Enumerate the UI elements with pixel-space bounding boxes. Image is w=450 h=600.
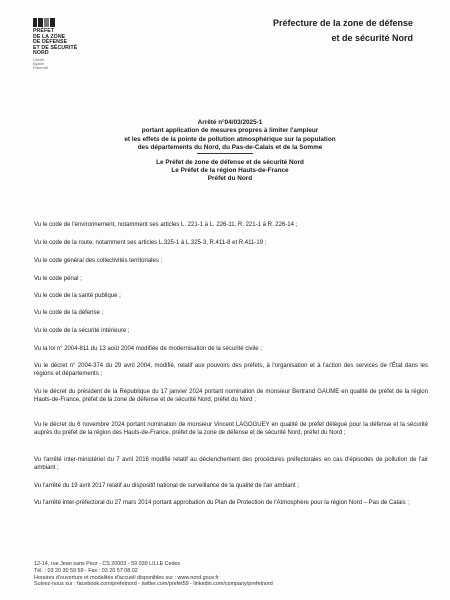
- header-line-2: et de sécurité Nord: [331, 33, 413, 43]
- vu-paragraph: Vu le code de l'environnement, notamment ses articles L. 221-1 à L. 226-11, R. 221-1 à R. 226-14 ;: [34, 222, 298, 228]
- vu-paragraph: Vu le code de la santé publique ;: [34, 293, 121, 299]
- vu-paragraph: Vu la loi n° 2004-811 du 13 août 2004 modifiée de modernisation de la sécurité civile ;: [34, 346, 262, 352]
- authority-line: Préfet du Nord: [207, 175, 253, 183]
- logo-line: NORD: [33, 50, 49, 57]
- devise-line: Fraternité: [33, 65, 49, 70]
- vu-paragraph: Vu le décret du 6 novembre 2024 portant nomination de monsieur Vincent LAGOGUEY en qualité de préfet délégué pour la défense et la sécurité auprès du préfet de la région des Hauts-de-France, préfet de la zone de défense et de sécurité Nord, préfet du Nord ;: [34, 422, 428, 436]
- logo-line: DE DÉFENSE: [33, 39, 68, 46]
- vu-paragraph: Vu l'arrêté du 19 avril 2017 relatif au dispositif national de surveillance de la qualité de l'air ambiant ;: [34, 483, 299, 489]
- logo-devise: [33, 59, 93, 70]
- header-line-1: Préfecture de la zone de défense: [272, 18, 413, 28]
- authority-line: Le Préfet de zone de défense et de sécurité Nord: [156, 159, 304, 166]
- arrete-number: Arrêté n°04/03/2025-1: [197, 119, 263, 126]
- vu-paragraph: Vu l'arrêté inter-préfectoral du 27 mars 2014 portant approbation du Plan de Protection de l'Atmosphère pour la région Nord – Pas de Calais ;: [34, 500, 409, 506]
- title-line: des départements du Nord, du Pas-de-Calais et de la Somme: [137, 144, 323, 152]
- footer-hours: Horaires d'ouverture et modalités d'accueil disponibles sur : www.nord.gouv.fr: [34, 574, 219, 581]
- logo-text: [33, 29, 93, 57]
- contact-footer: [34, 561, 434, 588]
- logo-line: DE LA ZONE: [33, 33, 66, 40]
- logo-line: ET DE SÉCURITÉ: [33, 44, 78, 51]
- vu-paragraph: Vu le code de la défense ;: [34, 310, 104, 316]
- devise-line: Liberté: [33, 57, 45, 62]
- footer-address: 12-14, rue Jean sans Peur - CS 20003 - 59 039 LILLE Cedex: [34, 561, 181, 567]
- flag-icon: [33, 18, 55, 27]
- marianne-logo: [33, 18, 93, 70]
- logo-line: PRÉFET: [33, 28, 55, 34]
- footer-social: Suivez-nous sur : facebook.com/prefetnord - twitter.com/prefet59 - linkedin.com/company/prefetnord: [34, 581, 273, 588]
- vu-paragraph: Vu le code pénal ;: [34, 276, 82, 282]
- footer-phone: Tél. : 03 20 30 59 59 - Fax : 03 20 57 08 02: [34, 567, 138, 574]
- prefecture-header: [273, 16, 413, 46]
- vu-paragraph: Vu l'arrêté inter-ministériel du 7 avril 2016 modifié relatif au déclenchement des procédures préfectorales en cas d'épisodes de pollution de l'air ambiant ;: [34, 457, 428, 471]
- vu-paragraph: Vu le code de la sécurité intérieure ;: [34, 328, 130, 334]
- vu-paragraph: Vu le code de la route, notamment ses articles L.325-1 à L.325-3, R.411-8 et R.411-19 ;: [34, 240, 267, 246]
- authorities-block: [40, 159, 420, 183]
- devise-line: Égalité: [33, 61, 45, 66]
- vu-paragraph: Vu le décret du président de la République du 17 janvier 2024 portant nomination de monsieur Bertrand GAUME en qualité de préfet de la région Hauts-de-France, préfet de la zone de défense et de sécurité Nord, préfet du Nord ;: [34, 389, 428, 403]
- vu-paragraph: Vu le code général des collectivités territoriales ;: [34, 258, 163, 264]
- authority-line: Le Préfet de la région Hauts-de-France: [171, 167, 289, 175]
- arrete-title: [40, 119, 420, 153]
- title-separator: [197, 153, 253, 154]
- title-line: et les effets de la pointe de pollution atmosphérique sur la population: [124, 135, 336, 143]
- vu-paragraph: Vu le décret n° 2004-374 du 29 avril 2004, modifié, relatif aux pouvoirs des préfets, à l'organisation et à l'action des services de l'État dans les régions et départements ;: [34, 363, 428, 377]
- title-line: portant application de mesures propres à limiter l'ampleur: [141, 127, 319, 135]
